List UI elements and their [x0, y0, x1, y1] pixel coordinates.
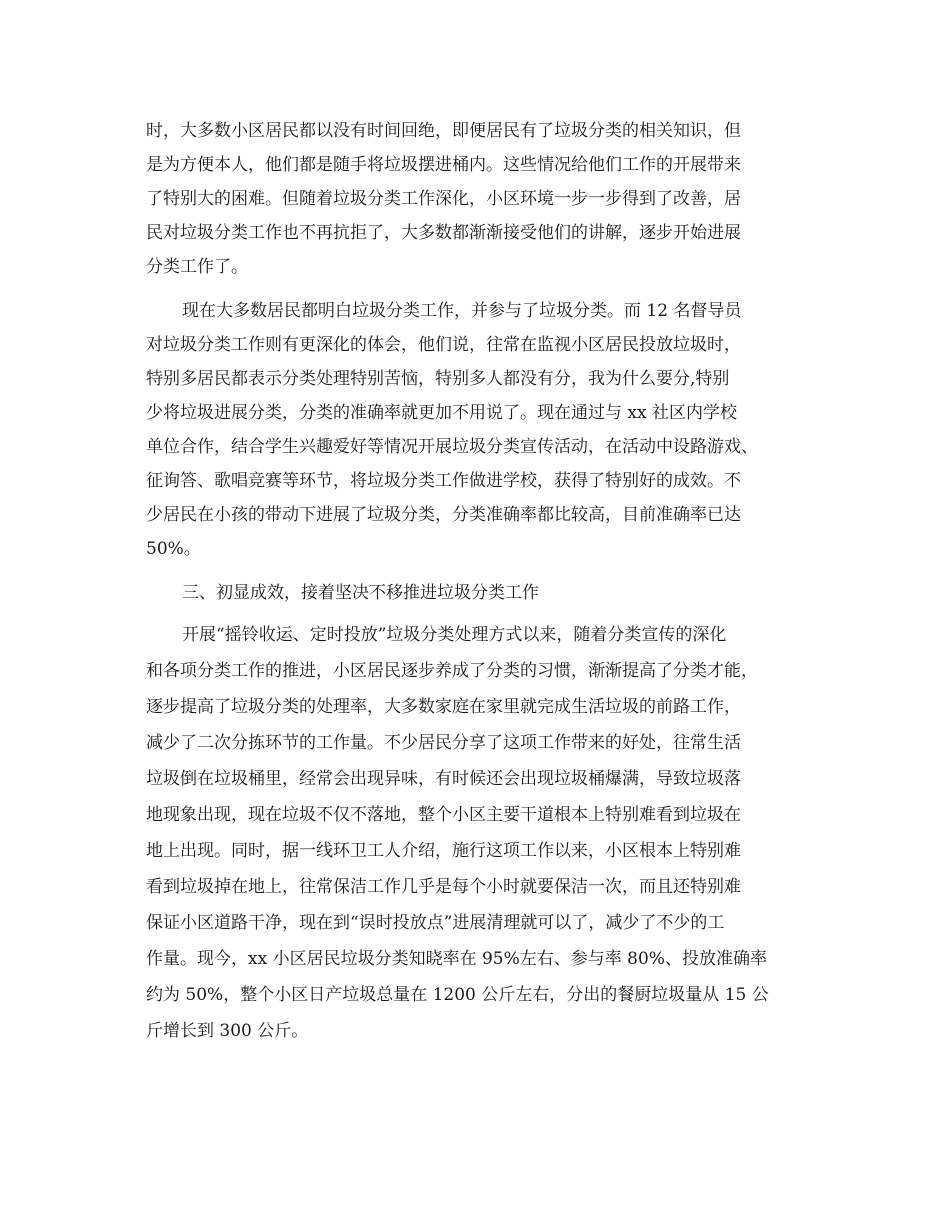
text-line: 斤增长到 300 公斤。 — [146, 1021, 309, 1041]
text-line: 征询答、歌唱竞赛等环节，将垃圾分类工作做进学校，获得了特别好的成效。不 — [146, 471, 741, 491]
text-line: 了特别大的困难。但随着垃圾分类工作深化，小区环境一步一步得到了改善，居 — [146, 189, 741, 209]
text-line: 对垃圾分类工作则有更深化的体会，他们说，往常在监视小区居民投放垃圾时， — [146, 335, 741, 355]
text-line: 逐步提高了垃圾分类的处理率，大多数家庭在家里就完成生活垃圾的前路工作， — [146, 697, 741, 717]
text-line: 少将垃圾进展分类，分类的准确率就更加不用说了。现在通过与 xx 社区内学校 — [146, 403, 737, 423]
text-line: 特别多居民都表示分类处理特别苦恼，特别多人都没有分，我为什么要分,特别 — [146, 369, 730, 389]
text-line: 约为 50%，整个小区日产垃圾总量在 1200 公斤左右，分出的餐厨垃圾量从 15 公 — [146, 985, 769, 1005]
text-line: 是为方便本人，他们都是随手将垃圾摆进桶内。这些情况给他们工作的开展带来 — [146, 155, 741, 175]
text-line: 作量。现今，xx 小区居民垃圾分类知晓率在 95%左右、参与率 80%、投放准确率 — [146, 949, 767, 969]
text-line: 垃圾倒在垃圾桶里，经常会出现异味，有时候还会出现垃圾桶爆满，导致垃圾落 — [146, 769, 741, 789]
text-line: 时，大多数小区居民都以没有时间回绝，即便居民有了垃圾分类的相关知识，但 — [146, 121, 741, 141]
text-line: 看到垃圾掉在地上，往常保洁工作几乎是每个小时就要保洁一次，而且还特别难 — [146, 877, 741, 897]
text-line: 和各项分类工作的推进，小区居民逐步养成了分类的习惯，渐渐提高了分类才能， — [146, 661, 758, 681]
text-line: 单位合作，结合学生兴趣爱好等情况开展垃圾分类宣传活动，在活动中设路游戏、 — [146, 437, 758, 457]
section-heading: 三、初显成效，接着坚决不移推进垃圾分类工作 — [182, 583, 539, 603]
text-line: 分类工作了。 — [146, 257, 248, 277]
text-line: 50%。 — [146, 539, 201, 559]
text-line: 少居民在小孩的带动下进展了垃圾分类，分类准确率都比较高，目前准确率已达 — [146, 505, 741, 525]
text-line: 地上出现。同时，据一线环卫工人介绍，施行这项工作以来，小区根本上特别难 — [146, 841, 741, 861]
text-line: 现在大多数居民都明白垃圾分类工作，并参与了垃圾分类。而 12 名督导员 — [182, 301, 742, 321]
text-line: 地现象出现，现在垃圾不仅不落地，整个小区主要干道根本上特别难看到垃圾在 — [146, 805, 741, 825]
text-line: 保证小区道路干净，现在到“误时投放点”进展清理就可以了，减少了不少的工 — [146, 913, 725, 933]
text-line: 减少了二次分拣环节的工作量。不少居民分享了这项工作带来的好处，往常生活 — [146, 733, 741, 753]
text-line: 开展“摇铃收运、定时投放”垃圾分类处理方式以来，随着分类宣传的深化 — [182, 625, 727, 645]
text-line: 民对垃圾分类工作也不再抗拒了，大多数都渐渐接受他们的讲解，逐步开始进展 — [146, 223, 741, 243]
